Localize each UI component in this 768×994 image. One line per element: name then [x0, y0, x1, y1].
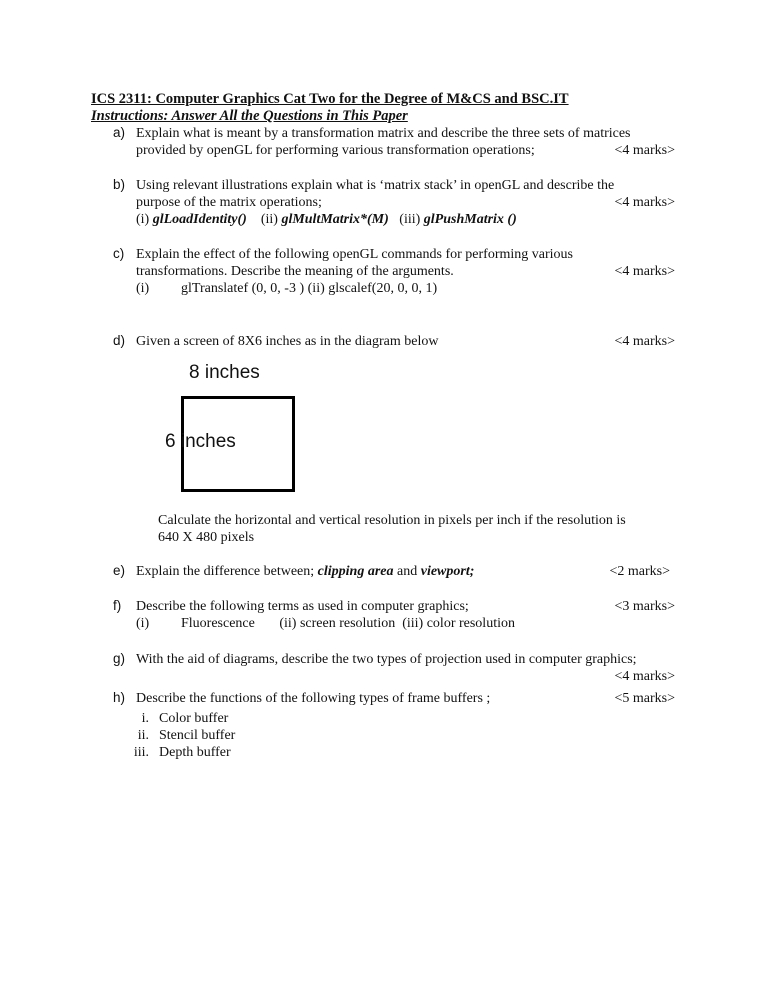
question-text: and [393, 564, 421, 579]
question-text: transformations. Describe the meaning of the arguments. [136, 264, 454, 279]
question-letter: g) [113, 651, 126, 666]
list-item [136, 727, 675, 744]
marks-label: <4 marks> [614, 669, 675, 684]
function-name: glMultMatrix*(M) [281, 212, 389, 227]
item-number: (i) [136, 212, 150, 227]
question-letter: h) [113, 690, 126, 705]
question-text: Explain the effect of the following openGL commands for performing various [136, 247, 573, 262]
item-number: i. [141, 711, 149, 726]
buffer-name: Color buffer [159, 711, 229, 726]
marks-label: <3 marks> [614, 599, 675, 614]
buffer-name: Stencil buffer [159, 728, 236, 743]
item-number: (i) [136, 616, 150, 631]
question-letter: c) [113, 246, 125, 261]
term-text: (iii) color resolution [402, 616, 515, 631]
question-text: 640 X 480 pixels [158, 530, 255, 545]
item-number: iii. [133, 745, 149, 760]
term-list [136, 615, 675, 632]
height-label: 6 inches [165, 431, 236, 452]
item-number: (i) [136, 281, 150, 296]
marks-label: <4 marks> [614, 143, 675, 158]
marks-label: <4 marks> [614, 195, 675, 210]
question-text: provided by openGL for performing various transformation operations; [136, 143, 535, 158]
term-viewport: viewport; [420, 564, 475, 579]
list-item [133, 744, 675, 761]
question-text: Describe the following terms as used in computer graphics; [136, 599, 469, 614]
term-text: (ii) screen resolution [279, 616, 396, 631]
term-clipping-area: clipping area [317, 564, 394, 579]
question-text: Calculate the horizontal and vertical resolution in pixels per inch if the resolution is [158, 513, 626, 528]
function-name: glPushMatrix () [423, 212, 517, 227]
question-letter: e) [113, 563, 126, 578]
question-text: purpose of the matrix operations; [136, 195, 322, 210]
item-number: ii. [137, 728, 149, 743]
exam-instructions: Instructions: Answer All the Questions in This Paper [91, 108, 408, 124]
question-text: Explain the difference between; [136, 564, 318, 579]
question-letter: f) [113, 598, 122, 613]
question-text: Explain what is meant by a transformation matrix and describe the three sets of matrices [136, 126, 631, 141]
item-number: (ii) [260, 212, 278, 227]
marks-label: <4 marks> [614, 334, 675, 349]
marks-label: <5 marks> [614, 691, 675, 706]
marks-label: <2 marks> [609, 564, 670, 579]
question-text: Describe the functions of the following types of frame buffers ; [136, 691, 491, 706]
function-name: glLoadIdentity() [152, 212, 247, 227]
question-text: Using relevant illustrations explain what is ‘matrix stack’ in openGL and describe the [136, 178, 615, 193]
list-item [136, 710, 675, 727]
question-letter: d) [113, 333, 126, 348]
question-text: Given a screen of 8X6 inches as in the diagram below [136, 334, 439, 349]
item-number: (iii) [399, 212, 421, 227]
command-list [136, 280, 675, 297]
marks-label: <4 marks> [614, 264, 675, 279]
question-text: With the aid of diagrams, describe the two types of projection used in computer graphics; [136, 652, 637, 667]
buffer-name: Depth buffer [159, 745, 231, 760]
command-text: (ii) glscalef(20, 0, 0, 1) [307, 281, 438, 296]
question-letter: a) [113, 125, 126, 140]
function-list [136, 211, 675, 228]
width-label: 8 inches [189, 362, 260, 383]
calculation-instruction [158, 512, 678, 546]
command-text: glTranslatef (0, 0, -3 ) [181, 281, 305, 296]
screen-diagram [163, 362, 303, 494]
term-text: Fluorescence [181, 616, 255, 631]
exam-title: ICS 2311: Computer Graphics Cat Two for the Degree of M&CS and BSC.IT [91, 91, 569, 107]
question-letter: b) [113, 177, 126, 192]
